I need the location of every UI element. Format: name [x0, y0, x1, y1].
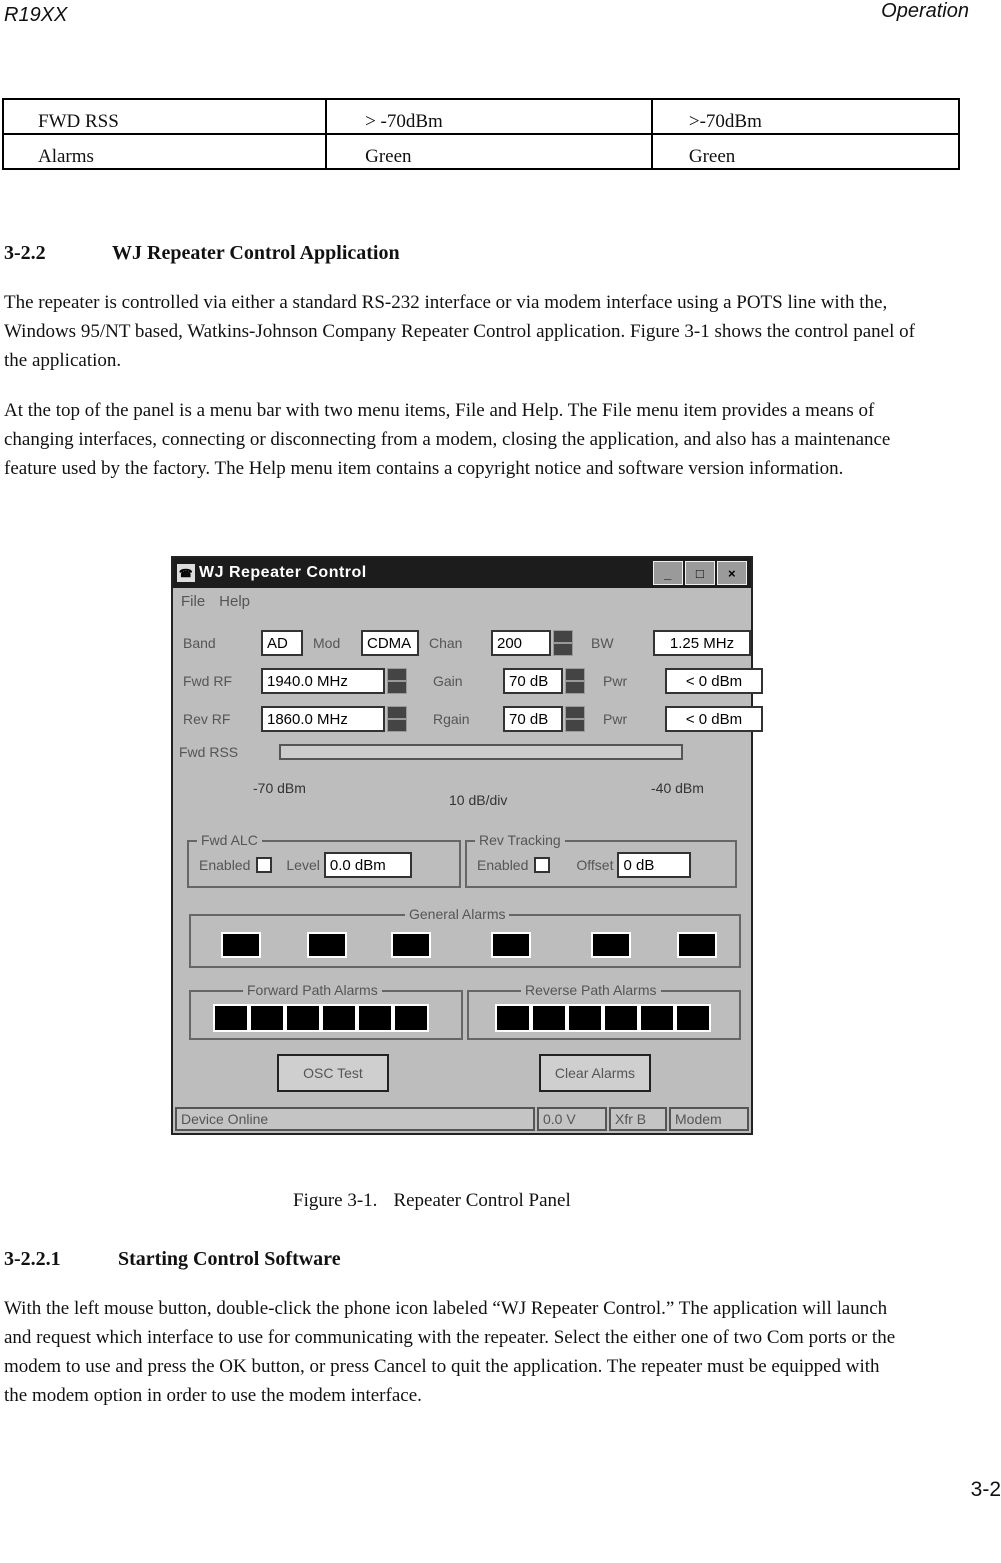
- forward-path-alarms-title: Forward Path Alarms: [243, 982, 382, 998]
- fwd-pwr-field: < 0 dBm: [665, 668, 763, 694]
- reverse-path-alarms-title: Reverse Path Alarms: [521, 982, 661, 998]
- rev-gain-spinner[interactable]: [565, 706, 585, 732]
- alarm-indicator: [307, 932, 347, 958]
- chan-field[interactable]: 200: [491, 630, 551, 656]
- band-field[interactable]: AD: [261, 630, 303, 656]
- figure-label: Figure 3-1.: [293, 1190, 378, 1211]
- alarm-indicator: [567, 1004, 603, 1032]
- alarm-indicator: [677, 932, 717, 958]
- figure-title: Repeater Control Panel: [393, 1190, 571, 1211]
- rev-tracking-enabled-label: Enabled: [477, 857, 529, 873]
- rev-tracking-offset-field[interactable]: 0 dB: [617, 852, 691, 878]
- rev-rf-spinner[interactable]: [387, 706, 407, 732]
- alarm-indicator: [321, 1004, 357, 1032]
- table-cell: FWD RSS: [3, 99, 326, 134]
- general-alarms-group: [189, 906, 741, 968]
- figure-caption: [293, 1190, 571, 1212]
- table-cell: Green: [652, 134, 959, 169]
- alarm-indicator: [357, 1004, 393, 1032]
- fwd-rf-spinner[interactable]: [387, 668, 407, 694]
- rev-rf-label: Rev RF: [183, 711, 231, 727]
- bw-label: BW: [591, 635, 614, 651]
- alarm-indicator: [495, 1004, 531, 1032]
- section-heading: [4, 242, 400, 265]
- osc-test-button[interactable]: OSC Test: [277, 1054, 389, 1092]
- minimize-button[interactable]: _: [653, 561, 683, 585]
- band-label: Band: [183, 635, 216, 651]
- fwd-rf-label: Fwd RF: [183, 673, 232, 689]
- subsection-heading: [4, 1248, 341, 1271]
- section-title: WJ Repeater Control Application: [112, 242, 400, 264]
- reverse-path-alarms-group: [467, 982, 741, 1040]
- alarm-indicator: [285, 1004, 321, 1032]
- status-voltage: 0.0 V: [537, 1107, 607, 1131]
- alarm-indicator: [531, 1004, 567, 1032]
- alarm-indicator: [491, 932, 531, 958]
- phone-icon: ☎: [177, 564, 195, 582]
- rev-gain-label: Rgain: [433, 711, 470, 727]
- pwr-label: Pwr: [603, 673, 628, 689]
- fwd-rss-meter: [279, 744, 683, 760]
- maximize-button[interactable]: □: [685, 561, 715, 585]
- subsection-number: 3-2.2.1: [4, 1248, 61, 1270]
- general-alarms-title: General Alarms: [405, 906, 509, 922]
- alarm-indicator: [391, 932, 431, 958]
- fwd-alc-level-label: Level: [286, 857, 320, 873]
- gain-spinner[interactable]: [565, 668, 585, 694]
- chan-spinner[interactable]: [553, 630, 573, 656]
- table-cell: Alarms: [3, 134, 326, 169]
- forward-path-alarms-group: [189, 982, 463, 1040]
- table-row: [3, 134, 959, 169]
- spec-table: [2, 98, 960, 170]
- fwd-rf-field[interactable]: 1940.0 MHz: [261, 668, 385, 694]
- rev-rf-field[interactable]: 1860.0 MHz: [261, 706, 385, 732]
- running-header-right: Operation: [881, 0, 969, 22]
- fwd-alc-group: [187, 832, 461, 888]
- rev-tracking-enabled-checkbox[interactable]: [534, 857, 550, 873]
- gain-field[interactable]: 70 dB: [503, 668, 563, 694]
- fwd-alc-title: Fwd ALC: [197, 832, 262, 848]
- rev-tracking-title: Rev Tracking: [475, 832, 565, 848]
- alarm-indicator: [249, 1004, 285, 1032]
- gain-label: Gain: [433, 673, 463, 689]
- menu-bar: [173, 588, 751, 614]
- alarm-indicator: [591, 932, 631, 958]
- alarm-indicator: [221, 932, 261, 958]
- title-bar: [173, 558, 751, 588]
- status-modem: Modem: [669, 1107, 749, 1131]
- rev-tracking-group: [465, 832, 737, 888]
- status-xfr: Xfr B: [609, 1107, 667, 1131]
- table-cell: > -70dBm: [326, 99, 652, 134]
- rss-div-label: 10 dB/div: [449, 792, 508, 808]
- subsection-title: Starting Control Software: [118, 1248, 341, 1270]
- table-cell: Green: [326, 134, 652, 169]
- alarm-indicator: [213, 1004, 249, 1032]
- menu-help[interactable]: Help: [219, 592, 251, 610]
- mod-field[interactable]: CDMA: [361, 630, 419, 656]
- fwd-rss-label: Fwd RSS: [179, 744, 239, 760]
- fwd-alc-enabled-checkbox[interactable]: [256, 857, 272, 873]
- status-device: Device Online: [175, 1107, 535, 1131]
- section-number: 3-2.2: [4, 242, 46, 264]
- rev-gain-field[interactable]: 70 dB: [503, 706, 563, 732]
- table-row: [3, 99, 959, 134]
- alarm-indicator: [639, 1004, 675, 1032]
- fwd-alc-enabled-label: Enabled: [199, 857, 251, 873]
- rss-max-label: -40 dBm: [651, 780, 704, 796]
- window-title: WJ Repeater Control: [199, 564, 367, 581]
- chan-label: Chan: [429, 635, 463, 651]
- rev-tracking-offset-label: Offset: [576, 857, 614, 873]
- paragraph: At the top of the panel is a menu bar with two menu items, File and Help. The File menu item provides a means of changing interfaces, connecting or disconnecting from a modem, closing the application, and also has a maintenance feature used by the factory. The Help menu item contains a copyright notice and software version information.: [4, 400, 891, 479]
- bw-field[interactable]: 1.25 MHz: [653, 630, 751, 656]
- pwr-label: Pwr: [603, 711, 628, 727]
- alarm-indicator: [393, 1004, 429, 1032]
- alarm-indicator: [675, 1004, 711, 1032]
- paragraph: With the left mouse button, double-click the phone icon labeled “WJ Repeater Control.” The application will launch and request which interface to use for communicating with the repeater. Select the either one of two Com ports or the modem to use and press the OK button, or press Cancel to quit the application. The repeater must be equipped with the modem option in order to use the modem interface.: [4, 1298, 896, 1406]
- mod-label: Mod: [313, 635, 341, 651]
- paragraph: The repeater is controlled via either a standard RS-232 interface or via modem interface using a POTS line with the, Windows 95/NT based, Watkins-Johnson Company Repeater Control application. Figure 3-1 shows the control panel of the application.: [4, 292, 915, 371]
- page-number: 3-2: [970, 1478, 1001, 1501]
- status-bar: [175, 1107, 749, 1131]
- rss-min-label: -70 dBm: [253, 780, 306, 796]
- rev-pwr-field: < 0 dBm: [665, 706, 763, 732]
- table-cell: >-70dBm: [652, 99, 959, 134]
- menu-file[interactable]: File: [181, 592, 206, 610]
- app-window: [171, 556, 753, 1135]
- close-button[interactable]: ×: [717, 561, 747, 585]
- clear-alarms-button[interactable]: Clear Alarms: [539, 1054, 651, 1092]
- running-header-left: R19XX: [4, 4, 68, 26]
- alarm-indicator: [603, 1004, 639, 1032]
- fwd-alc-level-field[interactable]: 0.0 dBm: [324, 852, 412, 878]
